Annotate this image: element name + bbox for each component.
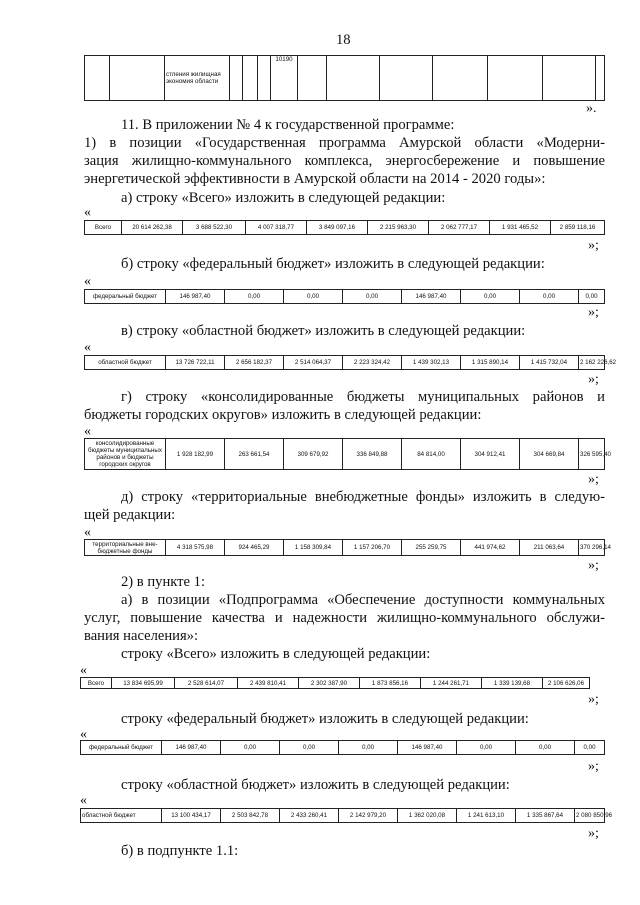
cell: 3 688 522,30 xyxy=(183,221,246,235)
cell: 146 987,40 xyxy=(162,741,221,755)
cell: 2 514 064,37 xyxy=(284,356,343,370)
table-municipal xyxy=(84,438,611,470)
cell: 304 912,41 xyxy=(461,439,520,470)
cell: 13 726 722,11 xyxy=(166,356,225,370)
cell: 1 241 613,10 xyxy=(457,809,516,823)
close-quote-t8: »; xyxy=(588,826,599,841)
cell: Всего xyxy=(81,678,112,689)
table-total-2 xyxy=(80,677,590,689)
close-quote-t1: »; xyxy=(588,238,599,253)
section-11-heading: 11. В приложении № 4 к государственной программе: xyxy=(121,117,455,133)
cell: 0,00 xyxy=(461,290,520,304)
cell: 146 987,40 xyxy=(398,741,457,755)
cell: 1 158 309,84 xyxy=(284,540,343,556)
cell: 2 142 979,20 xyxy=(339,809,398,823)
cell: 2 302 387,90 xyxy=(299,678,360,689)
table-regional-1 xyxy=(84,355,617,370)
sub-federal: строку «федеральный бюджет» изложить в следующей редакции: xyxy=(121,711,529,727)
cell: 146 987,40 xyxy=(166,290,225,304)
table-offbudget xyxy=(84,539,611,556)
cell: 0,00 xyxy=(579,290,605,304)
cell: 336 849,88 xyxy=(343,439,402,470)
close-quote-t2: »; xyxy=(588,305,599,320)
cell: 370 296,14 xyxy=(579,540,605,556)
sub-regional: строку «областной бюджет» изложить в следующей редакции: xyxy=(121,777,510,793)
cell: федеральный бюджет xyxy=(81,741,162,755)
table-federal-2 xyxy=(80,740,605,755)
cell: 2 223 324,42 xyxy=(343,356,402,370)
item-d-line-2: щей редакции: xyxy=(84,507,176,523)
cell: 84 814,00 xyxy=(402,439,461,470)
close-quote-t3: »; xyxy=(588,372,599,387)
close-quote-t6: »; xyxy=(588,692,599,707)
cell: 2 528 614,07 xyxy=(175,678,238,689)
cell: 2 062 777,17 xyxy=(429,221,490,235)
item-a-all: а) строку «Всего» изложить в следующей редакции: xyxy=(121,190,446,206)
cell: 0,00 xyxy=(516,741,575,755)
cell: 255 259,75 xyxy=(402,540,461,556)
cell: 0,00 xyxy=(221,741,280,755)
cell: 1 873 856,16 xyxy=(360,678,421,689)
item-d-line-1: д) строку «территориальные внебюджетные фонды» изложить в следую- xyxy=(121,489,605,505)
cell: 4 007 318,77 xyxy=(246,221,307,235)
top-table-value: 10190 xyxy=(271,56,298,101)
page-number: 18 xyxy=(336,32,351,48)
cell: 13 834 695,99 xyxy=(112,678,175,689)
item-a2-line-3: вания населения»: xyxy=(84,628,199,644)
cell: 0,00 xyxy=(343,290,402,304)
cell: 1 244 261,71 xyxy=(421,678,482,689)
open-quote-t7: « xyxy=(80,727,87,742)
open-quote-t6: « xyxy=(80,663,87,678)
cell: 1 928 182,99 xyxy=(166,439,225,470)
cell: 1 362 020,08 xyxy=(398,809,457,823)
cell: консолидированные бюджеты муниципальных районов и бюджеты городских округов xyxy=(85,439,166,470)
cell: 2 433 260,41 xyxy=(280,809,339,823)
cell: 0,00 xyxy=(225,290,284,304)
cell: 2 656 182,37 xyxy=(225,356,284,370)
cell: 304 669,84 xyxy=(520,439,579,470)
cell: 326 595,40 xyxy=(579,439,605,470)
cell: 1 315 890,14 xyxy=(461,356,520,370)
cell: 2 162 226,62 xyxy=(579,356,605,370)
cell: федеральный бюджет xyxy=(85,290,166,304)
cell: 263 661,54 xyxy=(225,439,284,470)
cell: 0,00 xyxy=(280,741,339,755)
open-quote-t1: « xyxy=(84,205,91,220)
item-a2-line-1: а) в позиции «Подпрограмма «Обеспечение доступности коммунальных xyxy=(121,592,605,608)
cell: 211 063,64 xyxy=(520,540,579,556)
p1-line-1: 1) в позиции «Государственная программа Амурской области «Модерни- xyxy=(84,135,605,151)
section-2-heading: 2) в пункте 1: xyxy=(121,574,206,590)
close-quote-t5: »; xyxy=(588,558,599,573)
open-quote-t2: « xyxy=(84,274,91,289)
cell: 4 318 575,98 xyxy=(166,540,225,556)
cell: 2 215 963,30 xyxy=(368,221,429,235)
top-table xyxy=(84,55,605,101)
cell: 0,00 xyxy=(284,290,343,304)
cell: 2 106 626,06 xyxy=(543,678,590,689)
close-quote-1: ». xyxy=(586,101,597,116)
cell: областной бюджет xyxy=(85,356,166,370)
table-federal-1 xyxy=(84,289,605,304)
cell: 0,00 xyxy=(520,290,579,304)
cell: 2 859 118,16 xyxy=(551,221,605,235)
top-table-label: стления жилищная экономия области xyxy=(165,56,230,101)
cell: 2 503 842,78 xyxy=(221,809,280,823)
item-b-federal: б) строку «федеральный бюджет» изложить в следующей редакции: xyxy=(121,256,545,272)
sub-total: строку «Всего» изложить в следующей редакции: xyxy=(121,646,431,662)
p1-line-3: энергетической эффективности в Амурской области на 2014 - 2020 годы»: xyxy=(84,171,546,187)
cell: областной бюджет xyxy=(81,809,162,823)
cell: 0,00 xyxy=(575,741,605,755)
close-quote-t7: »; xyxy=(588,759,599,774)
cell: 3 849 097,16 xyxy=(307,221,368,235)
open-quote-t5: « xyxy=(84,525,91,540)
item-a2-line-2: услуг, повышение качества и надежности жилищно-коммунального обслужи- xyxy=(84,610,605,626)
item-v-regional: в) строку «областной бюджет» изложить в следующей редакции: xyxy=(121,323,526,339)
cell: территориальные вне- бюджетные фонды xyxy=(85,540,166,556)
cell: 0,00 xyxy=(339,741,398,755)
cell: 20 614 262,38 xyxy=(122,221,183,235)
cell: 309 679,92 xyxy=(284,439,343,470)
open-quote-t8: « xyxy=(80,793,87,808)
cell: 924 465,29 xyxy=(225,540,284,556)
item-b-subpoint: б) в подпункте 1.1: xyxy=(121,843,239,859)
open-quote-t4: « xyxy=(84,424,91,439)
cell: 1 415 732,04 xyxy=(520,356,579,370)
table-regional-2 xyxy=(80,808,613,823)
cell: 1 339 139,68 xyxy=(482,678,543,689)
table-total-1 xyxy=(84,220,605,235)
cell: 1 157 206,70 xyxy=(343,540,402,556)
cell: 1 439 302,13 xyxy=(402,356,461,370)
cell: 2 439 810,41 xyxy=(238,678,299,689)
close-quote-t4: »; xyxy=(588,472,599,487)
cell: Всего xyxy=(85,221,122,235)
cell: 13 100 434,17 xyxy=(162,809,221,823)
item-g-line-1: г) строку «консолидированные бюджеты муниципальных районов и xyxy=(121,389,605,405)
cell: 0,00 xyxy=(457,741,516,755)
cell: 2 080 850,96 xyxy=(575,809,605,823)
p1-line-2: зация жилищно-коммунального комплекса, энергосбережение и повышение xyxy=(84,153,605,169)
cell: 1 931 465,52 xyxy=(490,221,551,235)
cell: 146 987,40 xyxy=(402,290,461,304)
cell: 441 974,62 xyxy=(461,540,520,556)
cell: 1 335 867,64 xyxy=(516,809,575,823)
item-g-line-2: бюджеты городских округов» изложить в следующей редакции: xyxy=(84,407,482,423)
open-quote-t3: « xyxy=(84,340,91,355)
